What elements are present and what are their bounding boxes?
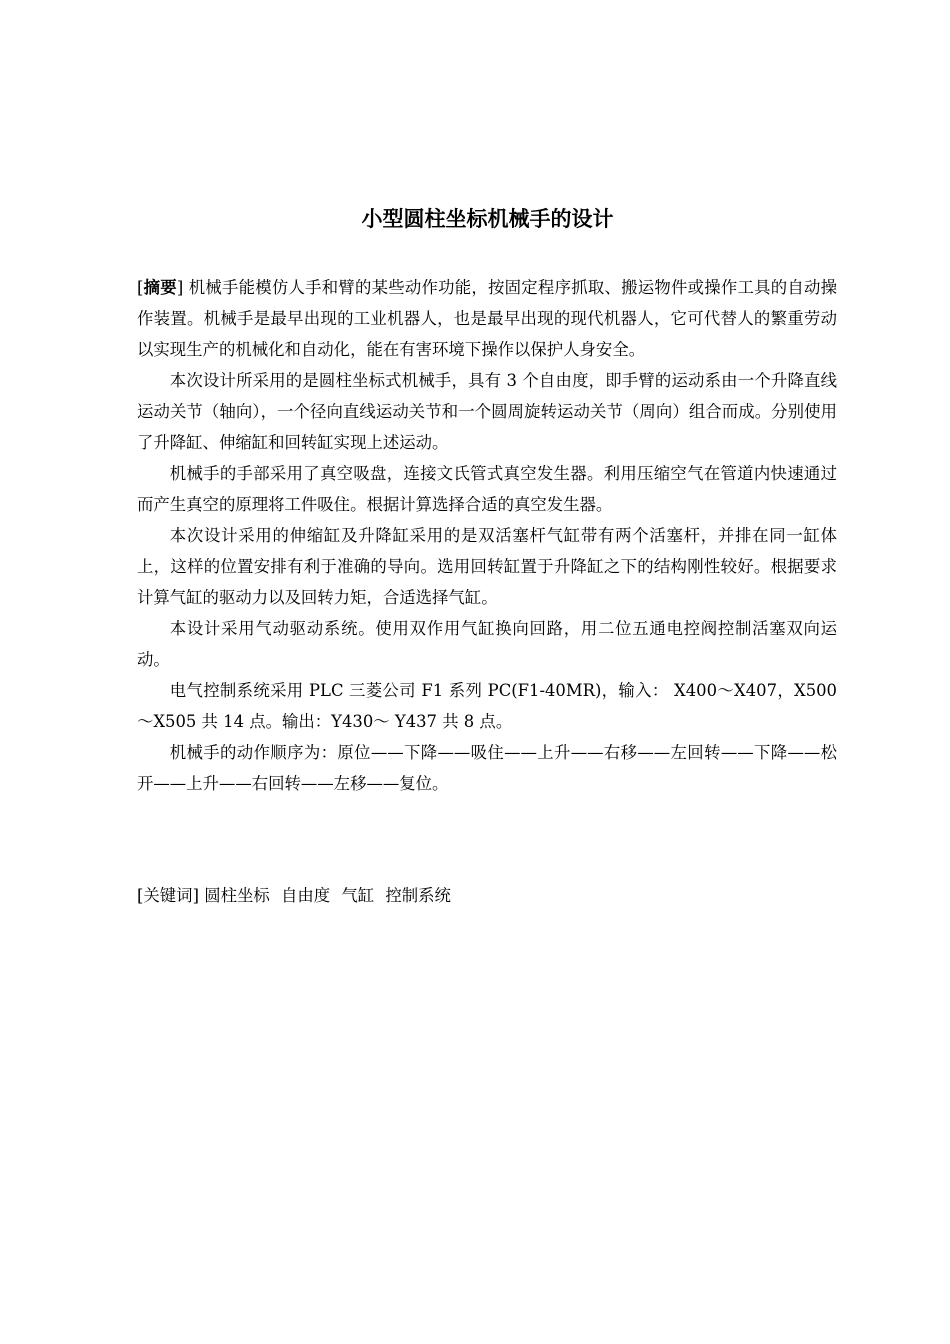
abstract-paragraph-7: 机械手的动作顺序为：原位——下降——吸住——上升——右移——左回转——下降——松开——上升——右回转——左移——复位。	[137, 743, 837, 793]
abstract-body	[137, 272, 837, 799]
keywords-line	[137, 880, 837, 911]
keyword-item: 自由度	[280, 886, 331, 905]
abstract-paragraph-6: 电气控制系统采用 PLC 三菱公司 F1 系列 PC(F1-40MR)，输入： X400～X407，X500～X505 共 14 点。输出：Y430～ Y437 共 8 点。	[137, 681, 837, 731]
keywords-label-open-bracket: [	[137, 886, 144, 905]
abstract-paragraph-text: 机械手能模仿人手和臂的某些动作功能，按固定程序抓取、搬运物件或操作工具的自动操作装置。机械手是最早出现的工业机器人，也是最早出现的现代机器人，它可代替人的繁重劳动以实现生产的机械化和自动化，能在有害环境下操作以保护人身安全。	[137, 278, 838, 359]
keyword-item: 气缸	[341, 886, 375, 905]
abstract-label: 摘要	[143, 278, 177, 297]
abstract-label-open-bracket: [	[137, 278, 144, 297]
keyword-item: 控制系统	[385, 886, 451, 905]
abstract-paragraph-3: 机械手的手部采用了真空吸盘，连接文氏管式真空发生器。利用压缩空气在管道内快速通过而产生真空的原理将工件吸住。根据计算选择合适的真空发生器。	[137, 464, 837, 514]
abstract-paragraph-2: 本次设计所采用的是圆柱坐标式机械手，具有 3 个自由度，即手臂的运动系由一个升降直线运动关节（轴向），一个径向直线运动关节和一个圆周旋转运动关节（周向）组合而成。分别使用了升降缸、伸缩缸和回转缸实现上述运动。	[137, 371, 837, 452]
abstract-paragraph-5: 本设计采用气动驱动系统。使用双作用气缸换向回路，用二位五通电控阀控制活塞双向运动。	[137, 619, 837, 669]
abstract-paragraph-4: 本次设计采用的伸缩缸及升降缸采用的是双活塞杆气缸带有两个活塞杆，并排在同一缸体上，这样的位置安排有利于准确的导向。选用回转缸置于升降缸之下的结构刚性较好。根据要求计算气缸的驱动力以及回转力矩，合适选择气缸。	[137, 526, 837, 607]
keywords-label: 关键词	[143, 886, 193, 905]
document-title: 小型圆柱坐标机械手的设计	[361, 207, 614, 231]
abstract-paragraph-1	[137, 272, 837, 365]
keyword-item: 圆柱坐标	[204, 886, 270, 905]
abstract-label-close-bracket: ]	[176, 278, 189, 297]
keywords-label-close-bracket: ]	[192, 886, 205, 905]
